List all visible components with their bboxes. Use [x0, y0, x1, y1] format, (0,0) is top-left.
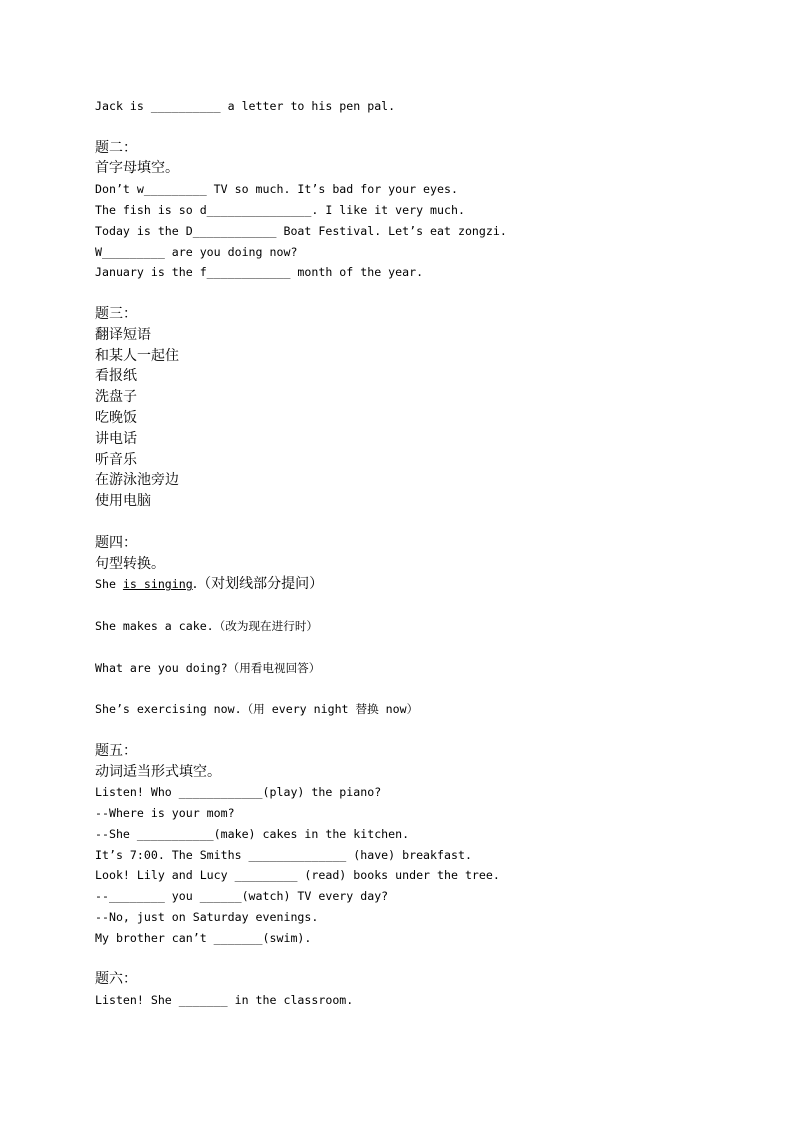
spacer	[95, 512, 715, 533]
question-line: What are you doing?（用看电视回答）	[95, 660, 321, 675]
spacer	[95, 117, 715, 138]
section-instruction-5: 动词适当形式填空。	[95, 763, 221, 780]
section-heading-2: 题二：	[95, 139, 137, 156]
phrase-item: 使用电脑	[95, 493, 151, 510]
question-line: Listen! She _______ in the classroom.	[95, 993, 354, 1008]
spacer	[95, 949, 715, 970]
question-line: Today is the D____________ Boat Festival. Let’s eat zongzi.	[95, 223, 507, 238]
question-line: It’s 7:00. The Smiths ______________ (have) breakfast.	[95, 847, 472, 862]
section-instruction-4: 句型转换。	[95, 555, 165, 572]
spacer	[95, 637, 715, 658]
worksheet-page	[95, 96, 715, 1011]
question-line: --No, just on Saturday evenings.	[95, 910, 319, 925]
section-heading-4: 题四：	[95, 534, 137, 551]
question-line: Jack is __________ a letter to his pen pal.	[95, 99, 396, 113]
question-line: W_________ are you doing now?	[95, 244, 298, 259]
phrase-item: 看报纸	[95, 368, 137, 385]
question-line: --________ you ______(watch) TV every day?	[95, 889, 389, 904]
section-instruction-3: 翻译短语	[95, 326, 151, 343]
section-heading-5: 题五：	[95, 742, 137, 759]
question-line: --She ___________(make) cakes in the kitchen.	[95, 826, 410, 841]
sentence-start: She	[95, 577, 123, 592]
section-heading-3: 题三：	[95, 305, 137, 322]
section-heading-6: 题六：	[95, 971, 137, 988]
question-line: My brother can’t _______(swim).	[95, 930, 312, 945]
phrase-item: 洗盘子	[95, 389, 137, 406]
phrase-item: 讲电话	[95, 430, 137, 447]
spacer	[95, 678, 715, 699]
question-line: Look! Lily and Lucy _________ (read) books under the tree.	[95, 868, 500, 883]
spacer	[95, 283, 715, 304]
sentence-instruction: .（对划线部分提问）	[192, 576, 324, 593]
phrase-item: 听音乐	[95, 451, 137, 468]
spacer	[95, 720, 715, 741]
question-line: January is the f____________ month of the year.	[95, 265, 424, 280]
spacer	[95, 595, 715, 616]
section-instruction-2: 首字母填空。	[95, 160, 179, 177]
underlined-phrase: is singing	[122, 577, 193, 592]
question-line	[95, 574, 715, 595]
question-line: --Where is your mom?	[95, 806, 235, 821]
question-line: She makes a cake.（改为现在进行时）	[95, 618, 319, 633]
phrase-item: 和某人一起住	[95, 347, 179, 364]
phrase-item: 在游泳池旁边	[95, 472, 179, 489]
question-line: She’s exercising now.（用 every night 替换 now）	[95, 702, 419, 717]
question-line: Listen! Who ____________(play) the piano?	[95, 785, 382, 800]
question-line: The fish is so d_______________. I like it very much.	[95, 202, 465, 217]
phrase-item: 吃晚饭	[95, 409, 137, 426]
question-line: Don’t w_________ TV so much. It’s bad for your eyes.	[95, 182, 458, 197]
